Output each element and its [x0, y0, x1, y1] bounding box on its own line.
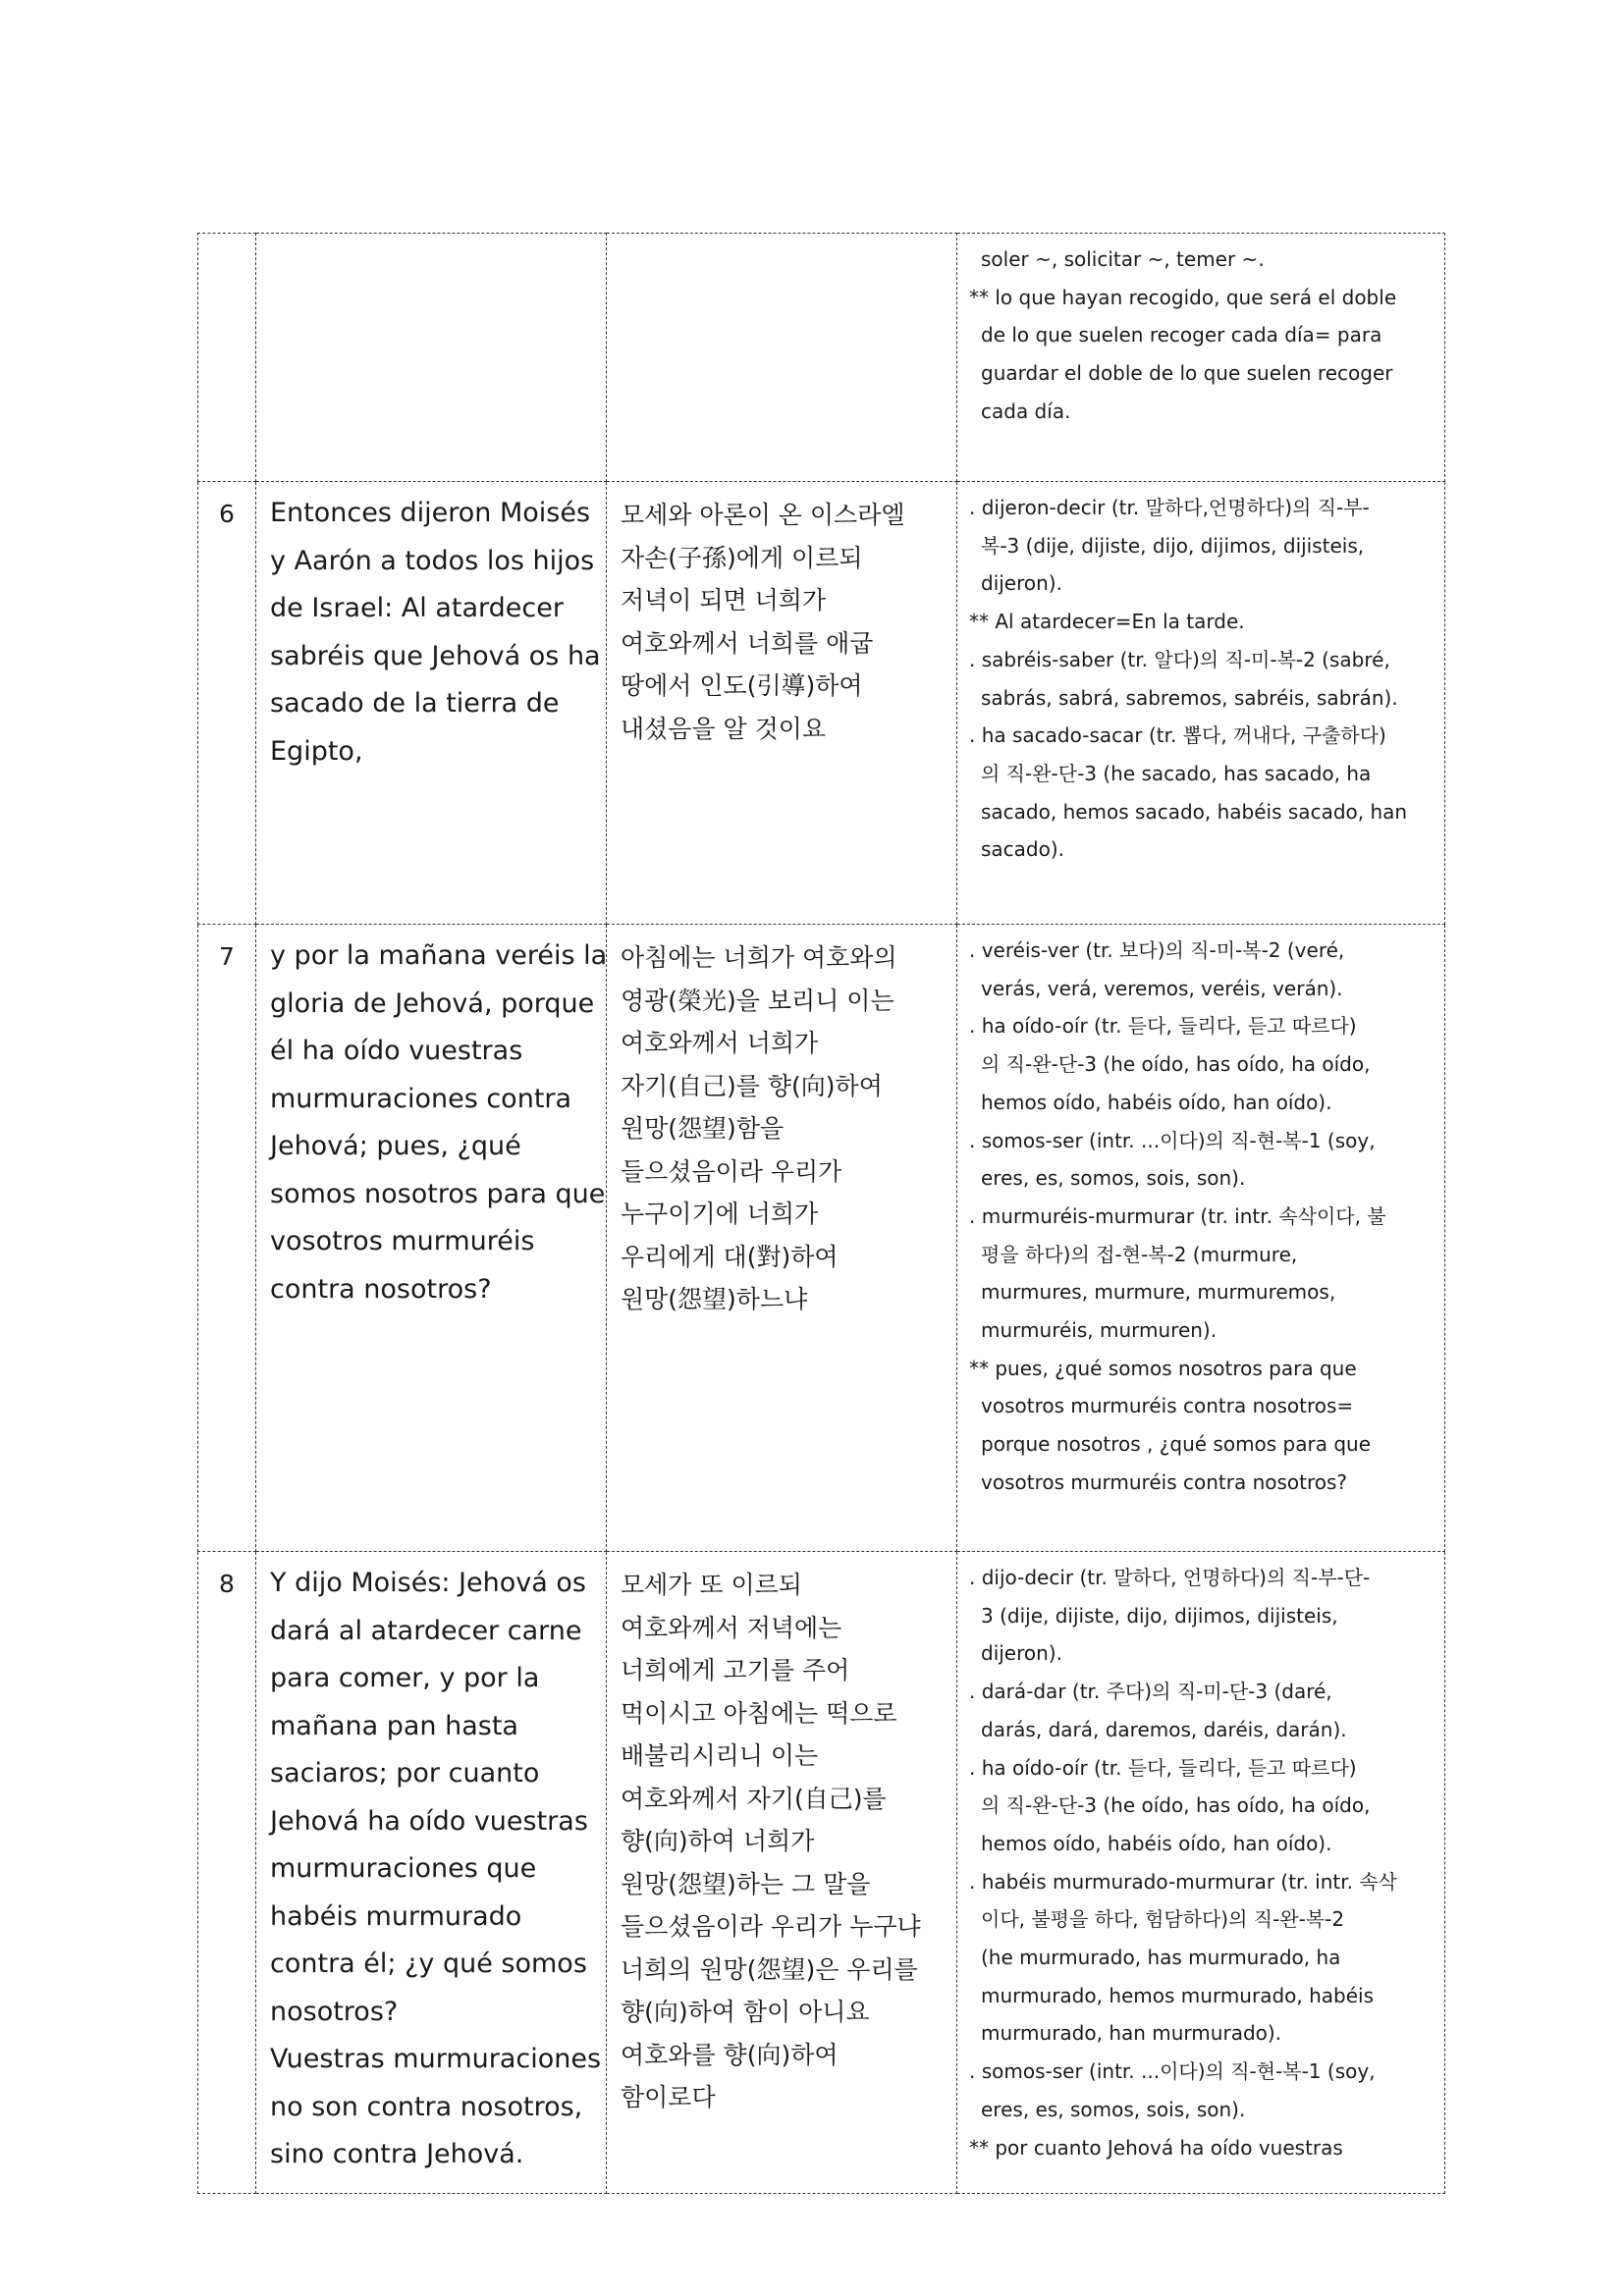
spanish-line: somos nosotros para que: [270, 1178, 606, 1209]
note-line: . ha oído-oír (tr. 듣다, 들리다, 듣고 따르다): [969, 1755, 1357, 1780]
korean-line: 들으셨음이라 우리가: [621, 1156, 842, 1186]
korean-line: 원망(怨望)하느냐: [621, 1285, 808, 1313]
note-line: 의 직-완-단-3 (he oído, has oído, ha oído,: [981, 1052, 1371, 1077]
spanish-line: de Israel: Al atardecer: [270, 593, 564, 623]
korean-line: 들으셨음이라 우리가 누구냐: [621, 1912, 921, 1941]
korean-line: 향(向)하여 함이 아니요: [621, 1998, 870, 2026]
verse-row: [198, 925, 1445, 1552]
verse-row: [198, 234, 1445, 482]
note-line: sabrás, sabrá, sabremos, sabréis, sabrán).: [981, 685, 1398, 710]
grammar-notes-cell: [957, 1552, 1445, 2194]
grammar-notes-cell: [957, 234, 1445, 482]
note-line: dijeron).: [981, 1641, 1062, 1666]
verse-number: 8: [198, 1552, 256, 2194]
spanish-line: contra nosotros?: [270, 1273, 492, 1305]
note-line: vosotros murmuréis contra nosotros=: [981, 1394, 1354, 1418]
korean-text-cell: [607, 1552, 957, 2194]
korean-line: 너희에게 고기를 주어: [621, 1656, 850, 1684]
spanish-line: Jehová; pues, ¿qué: [270, 1131, 521, 1161]
korean-line: 영광(榮光)을 보리니 이는: [621, 986, 894, 1015]
spanish-line: vosotros murmuréis: [270, 1226, 535, 1256]
note-line: . dijeron-decir (tr. 말하다,언명하다)의 직-부-: [969, 496, 1370, 519]
spanish-text-cell: [256, 234, 607, 482]
verse-number: [198, 234, 256, 482]
note-line: 복-3 (dije, dijiste, dijo, dijimos, dijisteis,: [981, 533, 1365, 558]
korean-line: 배불리시리니 이는: [621, 1741, 819, 1770]
spanish-text-cell: [256, 925, 607, 1552]
spanish-line: sacado de la tierra de: [270, 688, 560, 719]
korean-line: 땅에서 인도(引導)하여: [621, 671, 863, 700]
spanish-line: Vuestras murmuraciones: [270, 2044, 602, 2074]
note-line: murmures, murmure, murmuremos,: [981, 1280, 1336, 1305]
note-line: ** pues, ¿qué somos nosotros para que: [969, 1356, 1357, 1380]
note-line: eres, es, somos, sois, son).: [981, 1166, 1246, 1191]
note-line: 이다, 불평을 하다, 험담하다)의 직-완-복-2: [981, 1907, 1345, 1932]
spanish-line: habéis murmurado: [270, 1900, 522, 1932]
verse-table: [197, 233, 1445, 2194]
note-line: murmurado, hemos murmurado, habéis: [981, 1983, 1375, 2007]
korean-line: 먹이시고 아침에는 떡으로: [621, 1698, 897, 1728]
korean-line: 우리에게 대(對)하여: [621, 1242, 839, 1271]
note-line: hemos oído, habéis oído, han oído).: [981, 1090, 1332, 1114]
note-line: sacado).: [981, 837, 1065, 862]
spanish-text-cell: [256, 1552, 607, 2194]
note-line: (he murmurado, has murmurado, ha: [981, 1946, 1341, 1970]
spanish-line: sabréis que Jehová os ha: [270, 640, 601, 671]
korean-line: 원망(怨望)함을: [621, 1114, 785, 1143]
korean-line: 자기(自己)를 향(向)하여: [621, 1071, 883, 1100]
note-line: . sabréis-saber (tr. 알다)의 직-미-복-2 (sabré,: [969, 647, 1390, 671]
korean-line: 아침에는 너희가 여호와의: [621, 943, 897, 972]
note-line: guardar el doble de lo que suelen recoger: [981, 361, 1393, 386]
spanish-line: nosotros?: [270, 1996, 399, 2027]
spanish-line: murmuraciones que: [270, 1853, 537, 1884]
spanish-line: y Aarón a todos los hijos: [270, 545, 595, 576]
note-line: . habéis murmurado-murmurar (tr. intr. 속삭: [969, 1869, 1397, 1894]
note-line: sacado, hemos sacado, habéis sacado, han: [981, 799, 1408, 824]
note-line: . ha oído-oír (tr. 듣다, 들리다, 듣고 따르다): [969, 1014, 1357, 1039]
note-line: ** por cuanto Jehová ha oído vuestras: [969, 2135, 1343, 2160]
korean-line: 여호와를 향(向)하여: [621, 2040, 839, 2069]
korean-line: 여호와께서 너희가: [621, 1029, 819, 1057]
spanish-line: no son contra nosotros,: [270, 2091, 583, 2122]
spanish-text-cell: [256, 482, 607, 925]
spanish-line: Entonces dijeron Moisés: [270, 498, 591, 528]
note-line: de lo que suelen recoger cada día= para: [981, 323, 1382, 347]
note-line: cada día.: [981, 399, 1071, 423]
spanish-line: saciaros; por cuanto: [270, 1758, 540, 1789]
korean-line: 여호와께서 너희를 애굽: [621, 628, 874, 658]
note-line: . murmuréis-murmurar (tr. intr. 속삭이다, 불: [969, 1203, 1386, 1228]
verse-number: 6: [198, 482, 256, 925]
note-line: eres, es, somos, sois, son).: [981, 2097, 1246, 2121]
grammar-notes-cell: [957, 482, 1445, 925]
note-line: 의 직-완-단-3 (he oído, has oído, ha oído,: [981, 1793, 1371, 1818]
note-line: 의 직-완-단-3 (he sacado, has sacado, ha: [981, 761, 1372, 785]
korean-line: 자손(子孫)에게 이르되: [621, 543, 863, 572]
korean-line: 향(向)하여 너희가: [621, 1827, 815, 1855]
note-line: soler ~, solicitar ~, temer ~.: [981, 247, 1265, 271]
spanish-line: dará al atardecer carne: [270, 1615, 582, 1646]
korean-line: 저녁이 되면 너희가: [621, 586, 827, 614]
korean-line: 여호와께서 자기(自己)를: [621, 1784, 887, 1813]
note-line: . somos-ser (intr. ...이다)의 직-현-복-1 (soy,: [969, 2059, 1376, 2084]
korean-line: 함이로다: [621, 2083, 716, 2111]
spanish-line: Y dijo Moisés: Jehová os: [270, 1568, 586, 1598]
note-line: . somos-ser (intr. ...이다)의 직-현-복-1 (soy,: [969, 1128, 1376, 1152]
korean-line: 내셨음을 알 것이요: [621, 714, 827, 743]
spanish-line: Egipto,: [270, 735, 363, 767]
verse-number: 7: [198, 925, 256, 1552]
spanish-line: él ha oído vuestras: [270, 1036, 523, 1066]
spanish-line: mañana pan hasta: [270, 1710, 518, 1741]
korean-line: 누구이기에 너희가: [621, 1200, 819, 1228]
spanish-line: sino contra Jehová.: [270, 2139, 524, 2169]
note-line: . veréis-ver (tr. 보다)의 직-미-복-2 (veré,: [969, 938, 1345, 962]
note-line: . dará-dar (tr. 주다)의 직-미-단-3 (daré,: [969, 1680, 1332, 1704]
spanish-line: murmuraciones contra: [270, 1083, 572, 1114]
note-line: 평을 하다)의 접-현-복-2 (murmure,: [981, 1242, 1298, 1266]
korean-line: 모세가 또 이르되: [621, 1571, 802, 1599]
spanish-line: Jehová ha oído vuestras: [270, 1805, 588, 1837]
spanish-line: gloria de Jehová, porque: [270, 988, 595, 1019]
note-line: murmurado, han murmurado).: [981, 2021, 1282, 2046]
note-line: murmuréis, murmuren).: [981, 1318, 1218, 1343]
korean-line: 너희의 원망(怨望)은 우리를: [621, 1954, 918, 1984]
korean-text-cell: [607, 925, 957, 1552]
spanish-line: y por la mañana veréis la: [270, 940, 608, 971]
note-line: ** lo que hayan recogido, que será el doble: [969, 285, 1397, 309]
grammar-notes-cell: [957, 925, 1445, 1552]
korean-line: 원망(怨望)하는 그 말을: [621, 1869, 871, 1898]
verse-row: [198, 1552, 1445, 2194]
note-line: . ha sacado-sacar (tr. 뽑다, 꺼내다, 구출하다): [969, 723, 1386, 748]
korean-text-cell: [607, 234, 957, 482]
korean-text-cell: [607, 482, 957, 925]
verse-table-body: [198, 234, 1445, 2194]
verse-row: [198, 482, 1445, 925]
note-line: ** Al atardecer=En la tarde.: [969, 610, 1245, 634]
note-line: hemos oído, habéis oído, han oído).: [981, 1831, 1332, 1855]
note-line: darás, dará, daremos, daréis, darán).: [981, 1717, 1347, 1741]
note-line: vosotros murmuréis contra nosotros?: [981, 1469, 1348, 1494]
note-line: porque nosotros , ¿qué somos para que: [981, 1432, 1372, 1457]
note-line: dijeron).: [981, 571, 1062, 596]
spanish-line: para comer, y por la: [270, 1663, 540, 1693]
spanish-line: contra él; ¿y qué somos: [270, 1949, 587, 1979]
korean-line: 모세와 아론이 온 이스라엘: [621, 501, 905, 529]
note-line: 3 (dije, dijiste, dijo, dijimos, dijisteis,: [981, 1603, 1338, 1628]
note-line: . dijo-decir (tr. 말하다, 언명하다)의 직-부-단-: [969, 1566, 1371, 1589]
note-line: verás, verá, veremos, veréis, verán).: [981, 976, 1343, 1000]
korean-line: 여호와께서 저녁에는: [621, 1613, 842, 1642]
